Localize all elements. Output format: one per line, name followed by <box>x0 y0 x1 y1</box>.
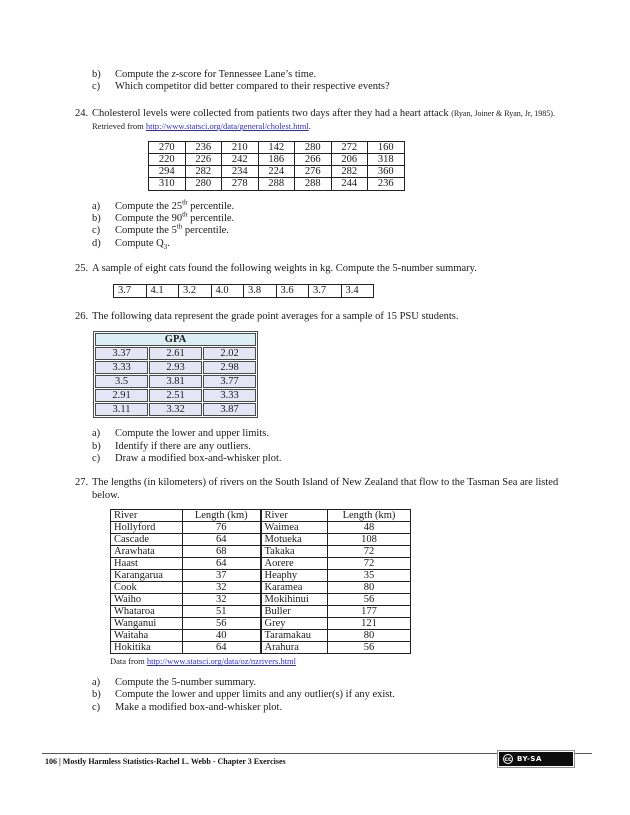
question-27 <box>75 477 600 502</box>
table-cell: 3.6 <box>276 284 309 297</box>
table-row <box>111 630 411 642</box>
table-cell: 3.87 <box>203 403 256 416</box>
table-cell: Arawhata <box>111 546 183 558</box>
table-cell: 210 <box>222 141 259 153</box>
table-cell: 35 <box>328 570 411 582</box>
table-cell: Grey <box>261 618 328 630</box>
item-text: Compute the 5-number summary. <box>115 676 257 688</box>
list-item <box>92 198 600 213</box>
table-cell: 288 <box>258 178 295 190</box>
table-cell: Length (km) <box>183 510 261 522</box>
table-row <box>111 642 411 654</box>
table-cell: Length (km) <box>328 510 411 522</box>
table-cell: 68 <box>183 546 261 558</box>
table-cell: 48 <box>328 522 411 534</box>
table-cell: 3.4 <box>341 284 374 297</box>
table-row <box>149 166 405 178</box>
gpa-header-row <box>95 333 256 346</box>
item-letter: c) <box>92 81 101 93</box>
item-text: Compute $Q_3$. <box>115 237 170 251</box>
item-text: Compute the lower and upper limits. <box>115 428 269 440</box>
table-cell: 186 <box>258 154 295 166</box>
table-cell: 3.11 <box>95 403 148 416</box>
table-cell: 56 <box>328 642 411 654</box>
italic-z: z <box>171 69 176 80</box>
table-cell: Karamea <box>261 582 328 594</box>
table-cell: 64 <box>183 558 261 570</box>
table-cell: Waitaha <box>111 630 183 642</box>
question-number: 27. <box>75 477 89 489</box>
table-cell: 32 <box>183 582 261 594</box>
table-cell: 3.7 <box>114 284 147 297</box>
q24-items <box>75 198 600 251</box>
table-cell: 318 <box>368 154 405 166</box>
table-cell: 2.51 <box>149 389 202 402</box>
table-cell: 3.77 <box>203 375 256 388</box>
table-cell: 108 <box>328 534 411 546</box>
table-cell: 72 <box>328 558 411 570</box>
table-cell: 3.33 <box>203 389 256 402</box>
cat-weights-table <box>113 284 374 298</box>
table-cell: 3.5 <box>95 375 148 388</box>
table-cell: 244 <box>331 178 368 190</box>
question-text: A sample of eight cats found the following weights in kg. Compute the 5-number summary. <box>92 263 477 275</box>
table-cell: 282 <box>331 166 368 178</box>
item-text: Which competitor did better compared to their respective events? <box>115 81 390 93</box>
table-cell: 76 <box>183 522 261 534</box>
list-item <box>92 677 600 689</box>
table-cell: 270 <box>149 141 186 153</box>
question-text: The following data represent the grade point averages for a sample of 15 PSU students. <box>92 310 459 322</box>
table-row <box>111 510 411 522</box>
item-letter: c) <box>92 453 101 464</box>
question-number: 25. <box>75 263 89 275</box>
page-content <box>75 69 600 714</box>
table-cell: 2.91 <box>95 389 148 402</box>
retrieved-line: Retrieved from http://www.statsci.org/data/general/cholest.html. <box>92 121 311 132</box>
table-cell: Wanganui <box>111 618 183 630</box>
table-row <box>95 375 256 388</box>
table-cell: 56 <box>183 618 261 630</box>
table-cell: 51 <box>183 606 261 618</box>
item-letter: a) <box>92 200 101 212</box>
table-cell: 294 <box>149 166 186 178</box>
table-cell: 72 <box>328 546 411 558</box>
table-cell: Waimea <box>261 522 328 534</box>
table-cell: 2.02 <box>203 347 256 360</box>
table-cell: 142 <box>258 141 295 153</box>
table-cell: River <box>111 510 183 522</box>
table-row <box>111 522 411 534</box>
table-cell: Hollyford <box>111 522 183 534</box>
table-cell: 242 <box>222 154 259 166</box>
table-cell: 234 <box>222 166 259 178</box>
item-letter: b) <box>92 69 101 80</box>
table-cell: 360 <box>368 166 405 178</box>
table-cell: Waiho <box>111 594 183 606</box>
table-cell: 266 <box>295 154 332 166</box>
table-cell: Motueka <box>261 534 328 546</box>
table-cell: Haast <box>111 558 183 570</box>
table-cell: Mokihinui <box>261 594 328 606</box>
item-text: Compute the 90th percentile. <box>115 210 235 224</box>
list-item <box>92 453 600 465</box>
list-item <box>92 441 600 453</box>
question-number: 26. <box>75 310 89 322</box>
cc-icon: cc <box>504 756 512 763</box>
item-text: Compute the z-score for Tennessee Lane’s time. <box>115 69 317 80</box>
table-cell: Cascade <box>111 534 183 546</box>
citation: (Ryan, Joiner & Ryan, Jr, 1985). <box>451 108 555 118</box>
table-cell: 40 <box>183 630 261 642</box>
list-item <box>92 689 600 701</box>
table-cell: 310 <box>149 178 186 190</box>
table-cell: 226 <box>185 154 222 166</box>
table-cell: Aorere <box>261 558 328 570</box>
table-cell: 288 <box>295 178 332 190</box>
table-row <box>111 582 411 594</box>
table-cell: 64 <box>183 534 261 546</box>
table-cell: 3.81 <box>149 375 202 388</box>
item-letter: a) <box>92 428 101 440</box>
question-26 <box>75 311 600 324</box>
cholesterol-table <box>148 141 405 191</box>
table-cell: Buller <box>261 606 328 618</box>
list-item <box>92 69 600 81</box>
list-item <box>92 238 600 250</box>
item-letter: b) <box>92 689 101 701</box>
list-item <box>92 428 600 440</box>
table-cell: 220 <box>149 154 186 166</box>
table-cell: River <box>261 510 328 522</box>
table-row <box>111 618 411 630</box>
item-text: Make a modified box-and-whisker plot. <box>115 701 283 713</box>
table-row <box>111 570 411 582</box>
table-row <box>95 389 256 402</box>
table-cell: Arahura <box>261 642 328 654</box>
table-cell: 224 <box>258 166 295 178</box>
table-cell: 80 <box>328 582 411 594</box>
table-row <box>149 141 405 153</box>
data-source-line: Data from http://www.statsci.org/data/oz/nzrivers.html <box>110 656 297 667</box>
table-cell: 2.61 <box>149 347 202 360</box>
item-text: Identify if there are any outliers. <box>115 440 251 452</box>
table-row <box>149 154 405 166</box>
list-item <box>92 210 600 225</box>
table-cell: Karangarua <box>111 570 183 582</box>
table-cell: 280 <box>295 141 332 153</box>
table-row <box>95 403 256 416</box>
table-cell: 2.93 <box>149 361 202 374</box>
table-cell: Takaka <box>261 546 328 558</box>
table-cell: Cook <box>111 582 183 594</box>
table-cell: 272 <box>331 141 368 153</box>
table-cell: 160 <box>368 141 405 153</box>
table-cell: 3.32 <box>149 403 202 416</box>
item-letter: d) <box>92 237 101 249</box>
table-row <box>111 534 411 546</box>
table-cell: 3.7 <box>309 284 342 297</box>
table-cell: Whataroa <box>111 606 183 618</box>
item-text: Compute the lower and upper limits and any outlier(s) if any exist. <box>115 689 395 701</box>
table-cell: 282 <box>185 166 222 178</box>
list-item <box>92 702 600 714</box>
item-letter: c) <box>92 701 101 713</box>
cholest-link[interactable]: http://www.statsci.org/data/general/cholest.html <box>145 121 309 132</box>
item-text: Compute the 25th percentile. <box>115 198 235 212</box>
table-row <box>111 606 411 618</box>
item-text: Compute the 5th percentile. <box>115 222 229 237</box>
cc-license-label: BY-SA <box>517 755 542 763</box>
table-cell: 2.98 <box>203 361 256 374</box>
table-cell: 278 <box>222 178 259 190</box>
table-cell: 236 <box>368 178 405 190</box>
table-cell: 4.1 <box>146 284 179 297</box>
table-cell: 236 <box>185 141 222 153</box>
table-cell: 3.33 <box>95 361 148 374</box>
item-letter: c) <box>92 225 101 237</box>
table-cell: 4.0 <box>211 284 244 297</box>
table-row <box>114 284 374 297</box>
gpa-header-cell: GPA <box>95 333 256 346</box>
table-cell: 64 <box>183 642 261 654</box>
list-item <box>92 222 600 237</box>
table-row <box>95 347 256 360</box>
item-letter: b) <box>92 440 101 452</box>
gpa-table <box>93 331 258 418</box>
item-text: Draw a modified box-and-whisker plot. <box>115 453 282 464</box>
item-letter: b) <box>92 212 101 224</box>
prev-question-items <box>75 69 600 94</box>
table-cell: 80 <box>328 630 411 642</box>
table-row <box>95 361 256 374</box>
table-cell: 3.37 <box>95 347 148 360</box>
table-cell: 206 <box>331 154 368 166</box>
rivers-table <box>110 509 411 654</box>
table-cell: 280 <box>185 178 222 190</box>
table-cell: 3.2 <box>179 284 212 297</box>
table-row <box>111 558 411 570</box>
question-number: 24. <box>75 107 89 119</box>
item-letter: a) <box>92 676 101 688</box>
table-cell: 32 <box>183 594 261 606</box>
table-cell: Hokitika <box>111 642 183 654</box>
page-footer: 106 | Mostly Harmless Statistics-Rachel L. Webb - Chapter 3 Exercises <box>45 757 286 766</box>
table-cell: Heaphy <box>261 570 328 582</box>
table-cell: 121 <box>328 618 411 630</box>
table-cell: Taramakau <box>261 630 328 642</box>
q26-items <box>75 428 600 465</box>
question-text: The lengths (in kilometers) of rivers on the South Island of New Zealand that flow to the Tasman Sea are listed below. <box>92 477 559 501</box>
table-cell: 3.8 <box>244 284 277 297</box>
table-cell: 276 <box>295 166 332 178</box>
table-row <box>149 178 405 190</box>
question-text: Cholesterol levels were collected from patients two days after they had a heart attack (Ryan, Joiner & Ryan, Jr, 1985). Retrieved from http://www.statsci.org/data/general/cholest.html. <box>92 108 600 133</box>
table-row <box>111 594 411 606</box>
table-cell: 37 <box>183 570 261 582</box>
q27-items <box>75 677 600 714</box>
nzrivers-link[interactable]: http://www.statsci.org/data/oz/nzrivers.html <box>146 656 297 667</box>
table-cell: 177 <box>328 606 411 618</box>
question-24 <box>75 108 600 133</box>
table-cell: 56 <box>328 594 411 606</box>
cc-license-badge[interactable] <box>497 750 575 768</box>
list-item <box>92 81 600 93</box>
table-row <box>111 546 411 558</box>
question-25 <box>75 263 600 276</box>
